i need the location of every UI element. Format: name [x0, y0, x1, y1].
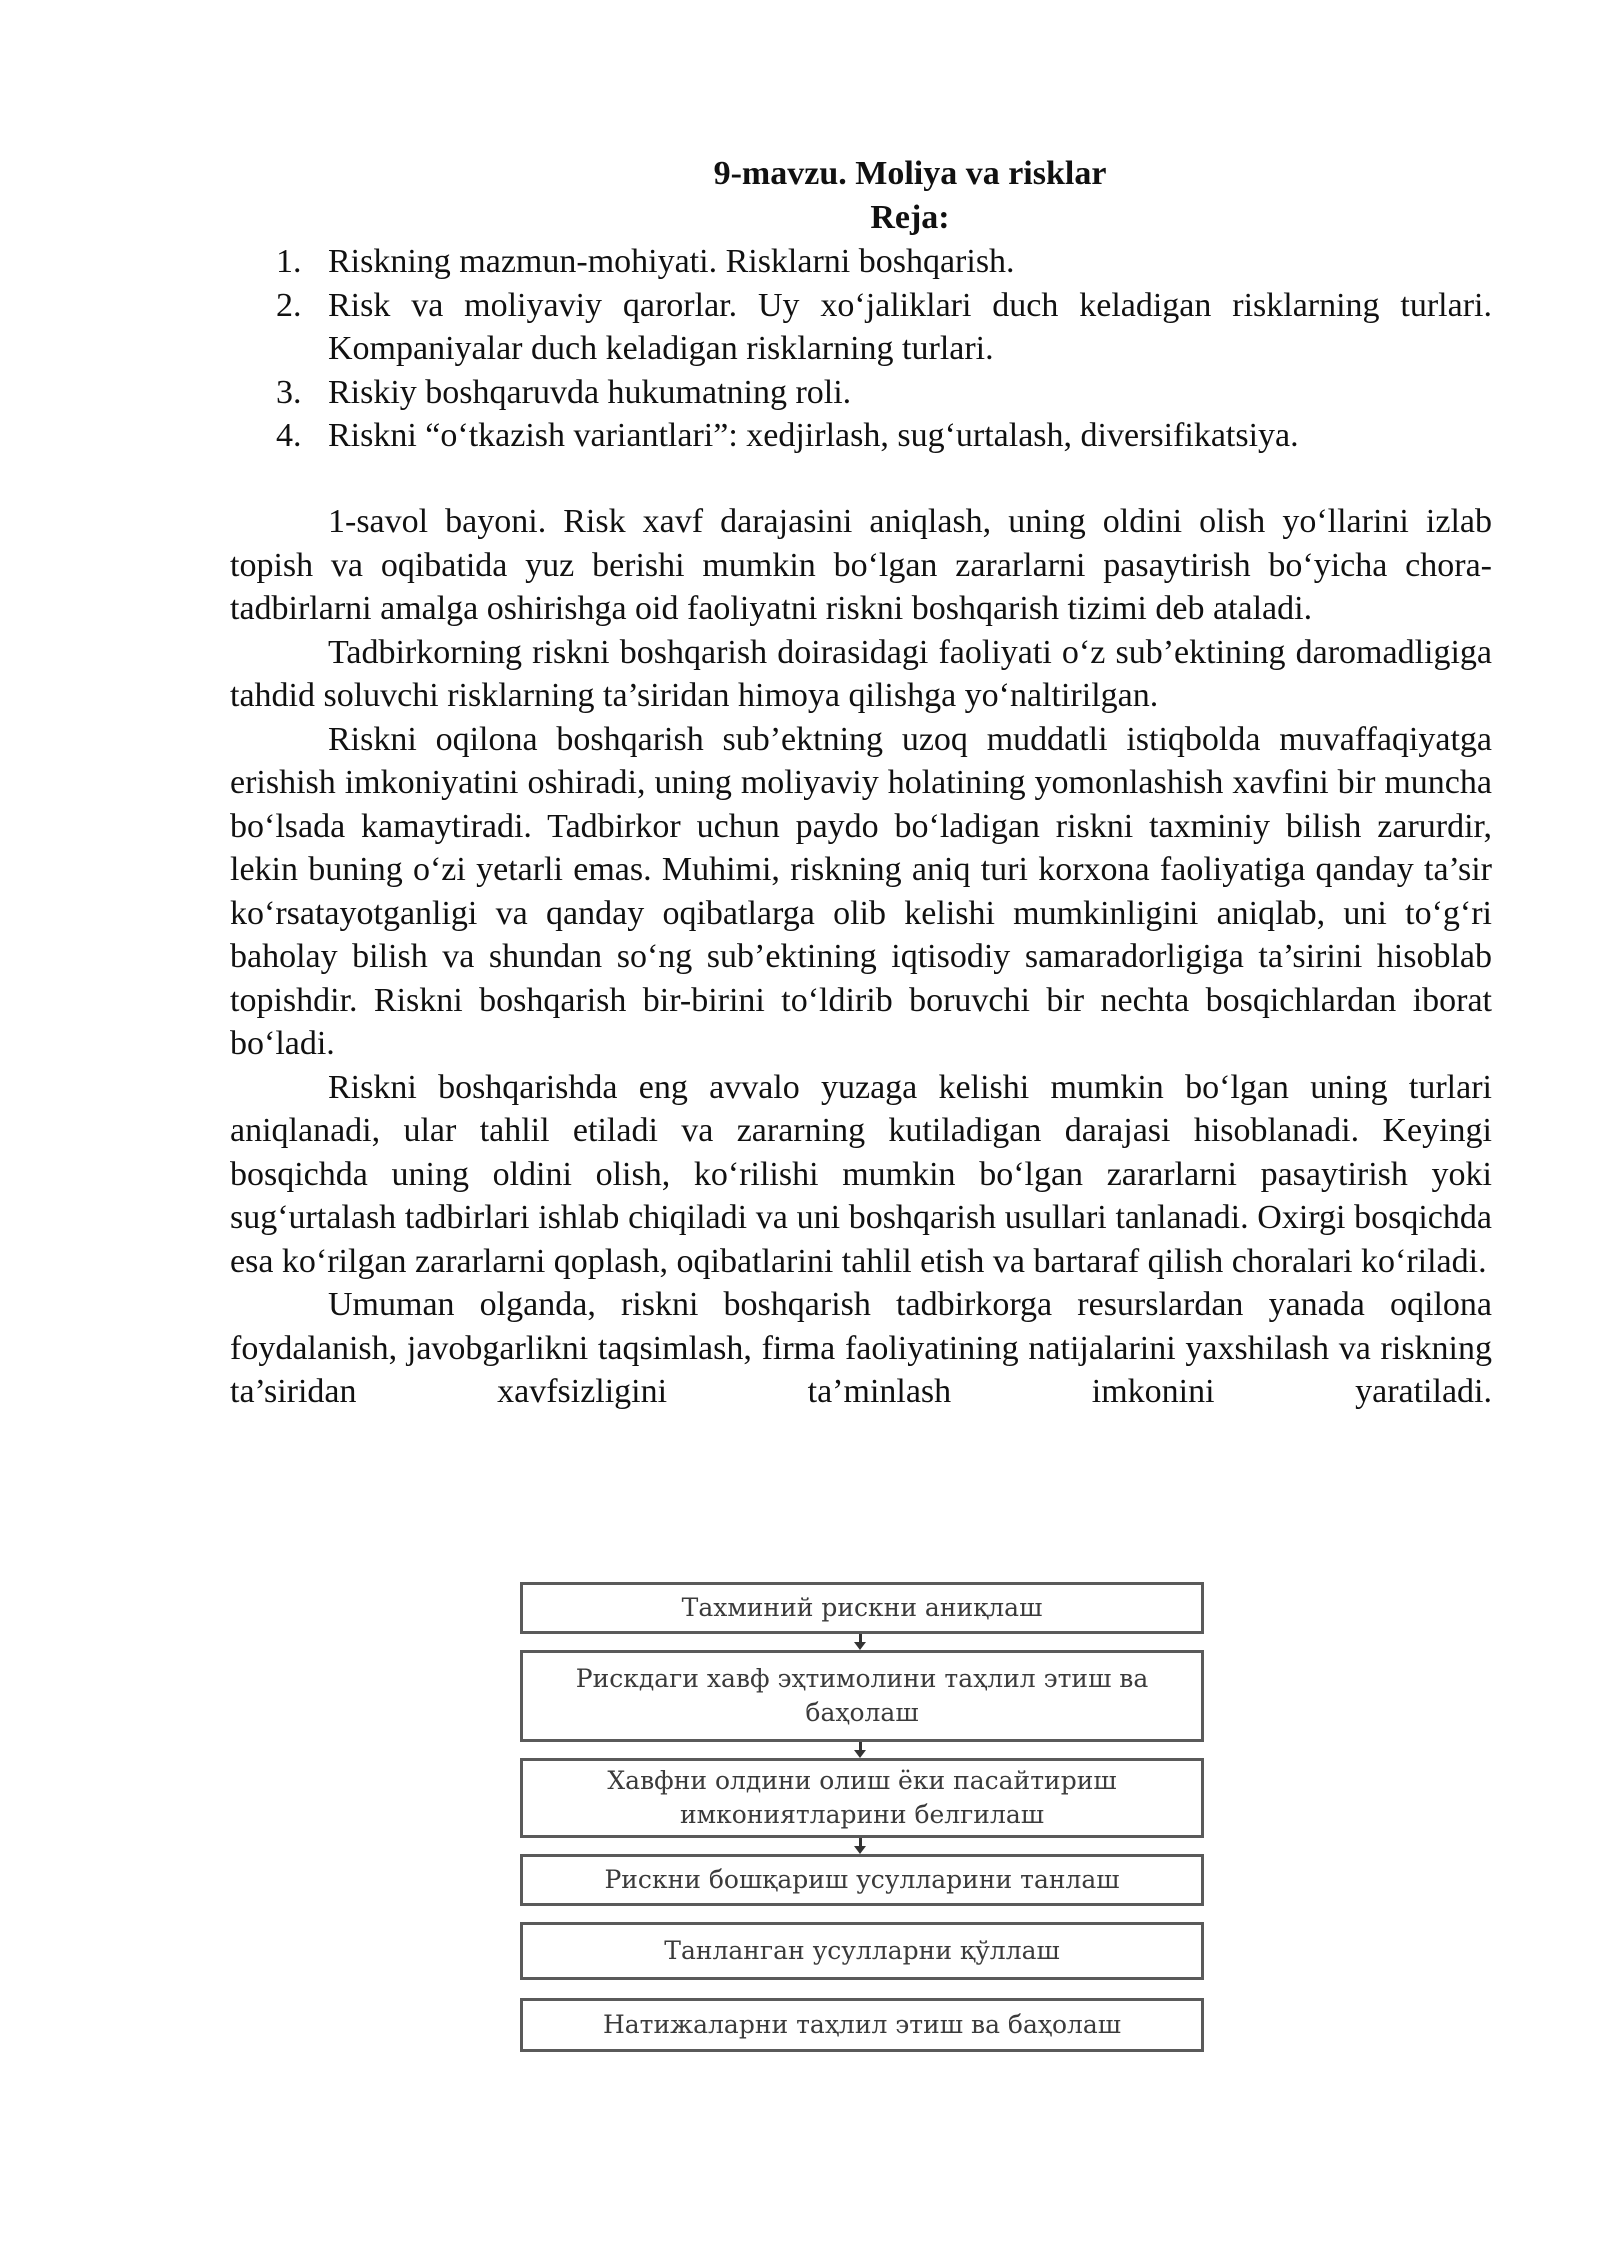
paragraph: 1-savol bayoni. Risk xavf darajasini aniqlash, uning oldini olish yo‘llarini izlab topish va oqibatida yuz berishi mumkin bo‘lgan zararlarni pasaytirish bo‘yicha chora-tadbirlarni amalga oshirishga oid faoliyatni riskni boshqarish tizimi deb ataladi. [230, 503, 1492, 627]
flow-arrow [520, 1742, 1204, 1758]
plan-item-number: 2. [276, 286, 302, 324]
plan-item-number: 1. [276, 243, 302, 280]
paragraph: Tadbirkorning riskni boshqarish doirasidagi faoliyati o‘z sub’ektining daromadligiga tahdid soluvchi risklarning ta’siridan himoya qilishga yo‘naltirilgan. [230, 633, 1492, 714]
plan-item-text: Riskiy boshqaruvda hukumatning roli. [328, 373, 852, 411]
paragraph: Umuman olganda, riskni boshqarish tadbirkorga resurslardan yanada oqilona foydalanish, javobgarlikni taqsimlash, firma faoliyatining natijalarini yaxshilash va riskning ta’siridan xavfsizligini ta’minlash imkonini yaratiladi. [230, 1286, 1492, 1410]
flowchart-step: Танланган усулларни қўллаш [520, 1922, 1204, 1980]
flow-spacer [520, 1980, 1204, 1998]
plan-heading: Reja: [870, 199, 950, 236]
plan-item-number: 3. [276, 373, 302, 411]
plan-item [230, 371, 1492, 415]
paragraph: Riskni oqilona boshqarish sub’ektning uzoq muddatli istiqbolda muvaffaqiyatga erishish imkoniyatini oshiradi, uning moliyaviy holatining yomonlashish xavfini bir muncha bo‘lsada kamaytiradi. Tadbirkor uchun paydo bo‘ladigan riskni taxminiy bilish zarurdir, lekin buning o‘zi yetarli emas. Muhimi, riskning aniq turi korxona faoliyatiga qanday ta’sir ko‘rsatayotganligi va qanday oqibatlarga olib kelishi mumkinligini aniqlab, uni to‘g‘ri baholay bilish va shundan so‘ng sub’ektining iqtisodiy samaradorligiga ta’sirini hisoblab topishdir. Riskni boshqarish bir-birini to‘ldirib boruvchi bir nechta bosqichlardan iborat bo‘ladi. [230, 720, 1492, 1062]
flow-arrow [520, 1838, 1204, 1854]
flowchart-step: Хавфни олдини олиш ёки пасайтириш имкониятларини белгилаш [520, 1758, 1204, 1838]
flow-arrow [520, 1906, 1204, 1922]
plan-item-text: Riskni “o‘tkazish variantlari”: xedjirlash, sug‘urtalash, diversifikatsiya. [328, 417, 1299, 454]
flow-arrow [520, 1634, 1204, 1650]
page-title: 9-mavzu. Moliya va risklar [713, 155, 1107, 192]
flowchart-step: Тахминий рискни аниқлаш [520, 1582, 1204, 1634]
plan-item [230, 240, 1492, 284]
risk-management-flowchart [520, 1582, 1204, 2052]
plan-list [230, 240, 1492, 458]
flowchart-step: Рискдаги хавф эҳтимолини таҳлил этиш ва баҳолаш [520, 1650, 1204, 1742]
paragraph: Riskni boshqarishda eng avvalo yuzaga kelishi mumkin bo‘lgan uning turlari aniqlanadi, ular tahlil etiladi va zararning kutiladigan darajasi hisoblanadi. Keyingi bosqichda uning oldini olish, ko‘rilishi mumkin bo‘lgan zararlarni pasaytirish yoki sug‘urtalash tadbirlari ishlab chiqiladi va uni boshqarish usullari tanlanadi. Oxirgi bosqichda esa ko‘rilgan zararlarni qoplash, oqibatlarini tahlil etish va bartaraf qilish choralari ko‘riladi. [230, 1068, 1492, 1280]
plan-item-number: 4. [276, 417, 302, 454]
plan-item-text: Riskning mazmun-mohiyati. Risklarni boshqarish. [328, 243, 1015, 280]
body-text [230, 500, 1492, 1414]
plan-item [230, 284, 1492, 371]
flowchart-step: Натижаларни таҳлил этиш ва баҳолаш [520, 1998, 1204, 2052]
plan-item [230, 414, 1492, 458]
flowchart-step: Рискни бошқариш усулларини танлаш [520, 1854, 1204, 1906]
plan-item-text: Risk va moliyaviy qarorlar. Uy xo‘jaliklari duch keladigan risklarning turlari. Kompaniyalar duch keladigan risklarning turlari. [328, 286, 1492, 367]
